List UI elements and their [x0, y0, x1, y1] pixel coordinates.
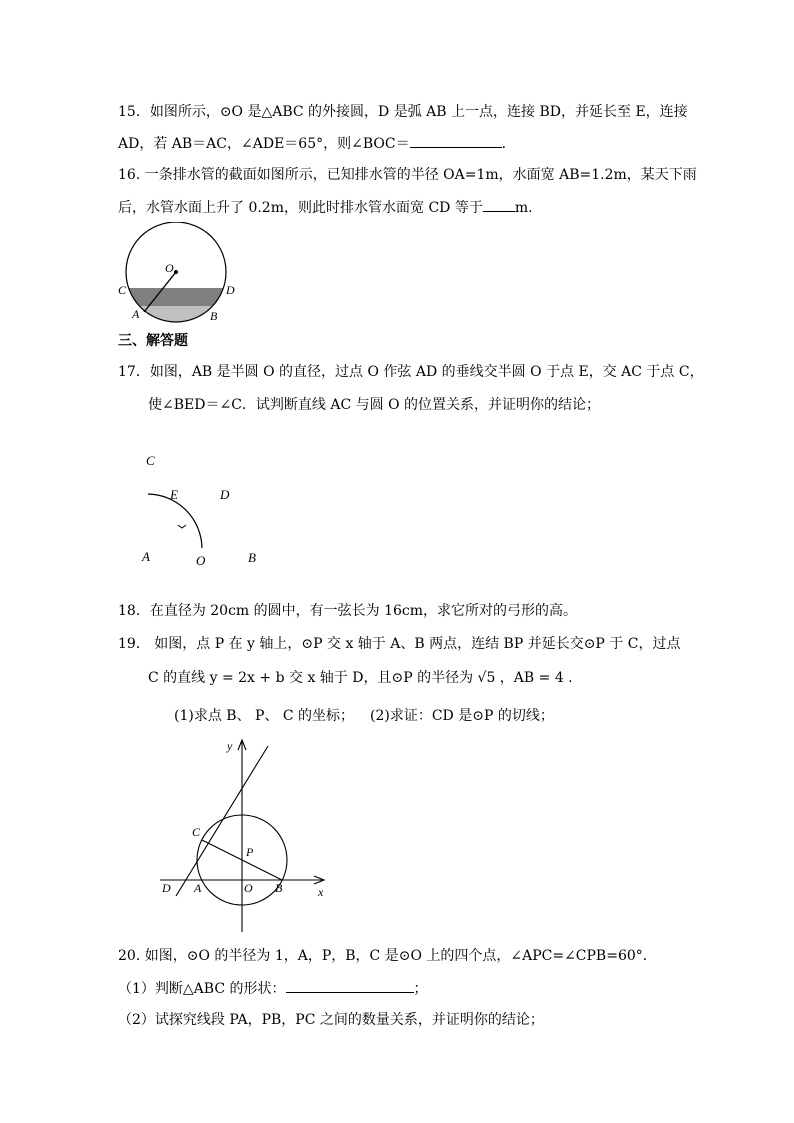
q20-sub1-end: ；	[413, 981, 428, 997]
q17-line2: 使∠BED＝∠C．试判断直线 AC 与圆 O 的位置关系，并证明你的结论；	[148, 397, 601, 413]
q18-text: 18．在直径为 20cm 的圆中，有一弦长为 16cm，求它所对的弓形的高。	[118, 603, 578, 619]
q20-sub2: （2）试探究线段 PA，PB，PC 之间的数量关系，并证明你的结论；	[118, 1012, 544, 1028]
q15-answer-blank[interactable]	[410, 133, 502, 148]
q19-label-B: B	[275, 881, 283, 895]
q16-label-O: O	[165, 261, 174, 275]
q17-label-D: D	[220, 487, 230, 502]
q19-label-x: x	[318, 885, 324, 899]
q17-label-A: A	[142, 549, 150, 564]
q17-label-B: B	[248, 550, 256, 565]
q19-tangent-line	[176, 746, 268, 896]
q17-semicircle-figure	[130, 448, 280, 574]
q17-angle-mark	[178, 525, 186, 528]
q20-line1: 20. 如图，⊙O 的半径为 1，A，P，B，C 是⊙O 上的四个点，∠APC=∠CPB=60°．	[118, 948, 657, 964]
q20-sub1-text: （1）判断△ABC 的形状：	[118, 981, 286, 997]
q16-label-A: A	[132, 307, 140, 321]
q16-line2-end: m.	[514, 200, 533, 216]
q17-arc	[148, 494, 202, 548]
q19-label-D: D	[162, 881, 171, 895]
q16-center-dot	[174, 270, 178, 274]
q19-label-P: P	[246, 845, 254, 859]
q19-label-O: O	[244, 881, 253, 895]
q17-label-O: O	[196, 553, 206, 568]
q19-line2: C 的直线 y = 2x + b 交 x 轴于 D，且⊙P 的半径为 √5 ，AB = 4 .	[148, 670, 573, 686]
q17-label-C: C	[146, 453, 155, 468]
q17-label-E: E	[170, 487, 178, 502]
q15-line2	[118, 133, 516, 154]
q15-line1: 15．如图所示，⊙O 是△ABC 的外接圆，D 是弧 AB 上一点，连接 BD，并延长至 E，连接	[118, 104, 688, 120]
section-heading: 三、解答题	[118, 333, 188, 349]
q16-line2	[118, 197, 533, 218]
q16-line1: 16. 一条排水管的截面如图所示，已知排水管的半径 OA=1m，水面宽 AB=1.2m，某天下雨	[118, 167, 697, 183]
q20-answer-blank[interactable]	[286, 978, 414, 993]
q16-pipe-figure	[110, 222, 240, 326]
q16-label-D: D	[226, 283, 235, 297]
q16-line2-text: 后，水管水面上升了 0.2m，则此时排水管水面宽 CD 等于	[118, 200, 483, 216]
q16-answer-blank[interactable]	[483, 197, 515, 212]
q19-label-C: C	[192, 825, 201, 839]
q16-label-B: B	[210, 309, 218, 323]
q19-sub1: (1)求点 B、 P、 C 的坐标；	[174, 708, 355, 724]
q15-line2-text: AD，若 AB＝AC，∠ADE＝65°，则∠BOC＝	[118, 136, 410, 152]
q17-line1: 17．如图，AB 是半圆 O 的直径，过点 O 作弦 AD 的垂线交半圆 O 于点 E，交 AC 于点 C，	[118, 364, 704, 380]
q19-label-y: y	[227, 739, 233, 753]
q19-line1: 19． 如图，点 P 在 y 轴上，⊙P 交 x 轴于 A、B 两点，连结 BP 并延长交⊙P 于 C，过点	[118, 636, 681, 652]
q20-sub1	[118, 978, 428, 999]
q16-label-C: C	[118, 283, 127, 297]
q19-coordinate-figure	[150, 736, 340, 936]
q19-label-A: A	[194, 881, 202, 895]
q19-sub2: (2)求证：CD 是⊙P 的切线；	[370, 708, 554, 724]
q15-line2-end: ．	[501, 136, 516, 152]
